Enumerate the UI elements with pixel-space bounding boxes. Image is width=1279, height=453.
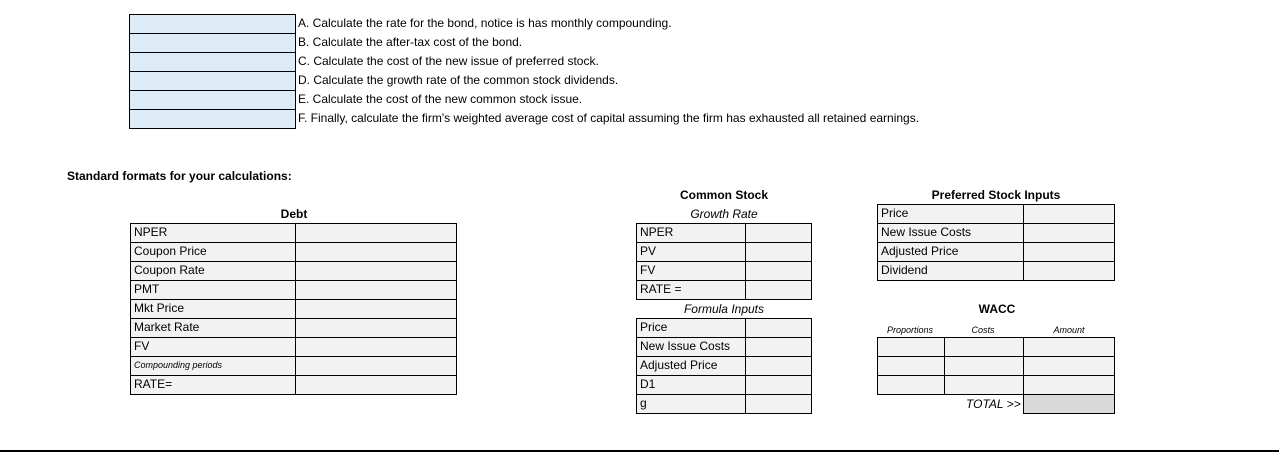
cs-label-rate: RATE = <box>636 280 746 300</box>
answer-cell-f[interactable] <box>129 109 296 129</box>
preferred-stock-title: Preferred Stock Inputs <box>931 188 1061 202</box>
cs-value-fv[interactable] <box>745 261 812 281</box>
debt-value-coupon-price[interactable] <box>295 242 457 262</box>
instruction-d: D. Calculate the growth rate of the common stock dividends. <box>298 73 619 87</box>
instruction-f: F. Finally, calculate the firm's weighted average cost of capital assuming the firm has exhausted all retained earnings. <box>298 111 920 125</box>
cs-label-nper: NPER <box>636 223 746 243</box>
debt-value-nper[interactable] <box>295 223 457 243</box>
wacc-col-amount: Amount <box>1053 325 1085 335</box>
debt-value-pmt[interactable] <box>295 280 457 300</box>
wacc-title: WACC <box>978 302 1016 316</box>
cs-value-pv[interactable] <box>745 242 812 262</box>
answer-cell-c[interactable] <box>129 52 296 72</box>
wacc-proportion-2[interactable] <box>877 356 945 376</box>
instruction-b: B. Calculate the after-tax cost of the bond. <box>298 35 523 49</box>
wacc-amount-3[interactable] <box>1023 375 1115 395</box>
bottom-divider <box>0 450 1279 452</box>
ps-value-price[interactable] <box>1023 204 1115 224</box>
wacc-col-proportions: Proportions <box>886 325 934 335</box>
ps-value-adjusted-price[interactable] <box>1023 242 1115 262</box>
cs-value-new-issue-costs[interactable] <box>745 337 812 357</box>
ps-label-new-issue-costs: New Issue Costs <box>877 223 1024 243</box>
cs-value-nper[interactable] <box>745 223 812 243</box>
answer-cell-d[interactable] <box>129 71 296 91</box>
answer-cell-a[interactable] <box>129 14 296 34</box>
common-stock-title: Common Stock <box>679 188 768 202</box>
answer-cell-e[interactable] <box>129 90 296 110</box>
cs-label-fv: FV <box>636 261 746 281</box>
cs-label-pv: PV <box>636 242 746 262</box>
cs-value-d1[interactable] <box>745 375 812 395</box>
cs-value-g[interactable] <box>745 394 812 414</box>
cs-label-adjusted-price: Adjusted Price <box>636 356 746 376</box>
wacc-total-label: TOTAL >> <box>966 397 1021 411</box>
cs-label-g: g <box>636 394 746 414</box>
debt-value-market-rate[interactable] <box>295 318 457 338</box>
wacc-amount-2[interactable] <box>1023 356 1115 376</box>
cs-label-price: Price <box>636 318 746 338</box>
ps-value-dividend[interactable] <box>1023 261 1115 281</box>
wacc-amount-1[interactable] <box>1023 337 1115 357</box>
debt-value-mkt-price[interactable] <box>295 299 457 319</box>
debt-label-coupon-rate: Coupon Rate <box>130 261 296 281</box>
debt-label-mkt-price: Mkt Price <box>130 299 296 319</box>
ps-label-adjusted-price: Adjusted Price <box>877 242 1024 262</box>
wacc-proportion-1[interactable] <box>877 337 945 357</box>
cs-value-price[interactable] <box>745 318 812 338</box>
ps-value-new-issue-costs[interactable] <box>1023 223 1115 243</box>
instruction-c: C. Calculate the cost of the new issue of preferred stock. <box>298 54 599 68</box>
wacc-total-value[interactable] <box>1023 394 1115 414</box>
debt-label-market-rate: Market Rate <box>130 318 296 338</box>
instruction-e: E. Calculate the cost of the new common stock issue. <box>298 92 583 106</box>
debt-value-compounding-periods[interactable] <box>295 356 457 376</box>
ps-label-dividend: Dividend <box>877 261 1024 281</box>
standard-formats-label: Standard formats for your calculations: <box>67 169 292 183</box>
debt-label-coupon-price: Coupon Price <box>130 242 296 262</box>
wacc-col-costs: Costs <box>971 325 995 335</box>
cs-value-adjusted-price[interactable] <box>745 356 812 376</box>
cs-value-rate[interactable] <box>745 280 812 300</box>
wacc-cost-2[interactable] <box>944 356 1024 376</box>
wacc-proportion-3[interactable] <box>877 375 945 395</box>
debt-title: Debt <box>280 207 308 221</box>
cs-label-d1: D1 <box>636 375 746 395</box>
debt-label-pmt: PMT <box>130 280 296 300</box>
answer-cell-b[interactable] <box>129 33 296 53</box>
debt-label-fv: FV <box>130 337 296 357</box>
debt-label-nper: NPER <box>130 223 296 243</box>
debt-value-fv[interactable] <box>295 337 457 357</box>
formula-inputs-label: Formula Inputs <box>683 302 765 316</box>
instruction-a: A. Calculate the rate for the bond, notice is has monthly compounding. <box>298 16 672 30</box>
debt-value-rate[interactable] <box>295 375 457 395</box>
debt-label-rate: RATE= <box>130 375 296 395</box>
ps-label-price: Price <box>877 204 1024 224</box>
cs-label-new-issue-costs: New Issue Costs <box>636 337 746 357</box>
wacc-cost-3[interactable] <box>944 375 1024 395</box>
growth-rate-label: Growth Rate <box>690 207 758 221</box>
debt-label-compounding-periods: Compounding periods <box>130 356 296 376</box>
wacc-cost-1[interactable] <box>944 337 1024 357</box>
debt-value-coupon-rate[interactable] <box>295 261 457 281</box>
